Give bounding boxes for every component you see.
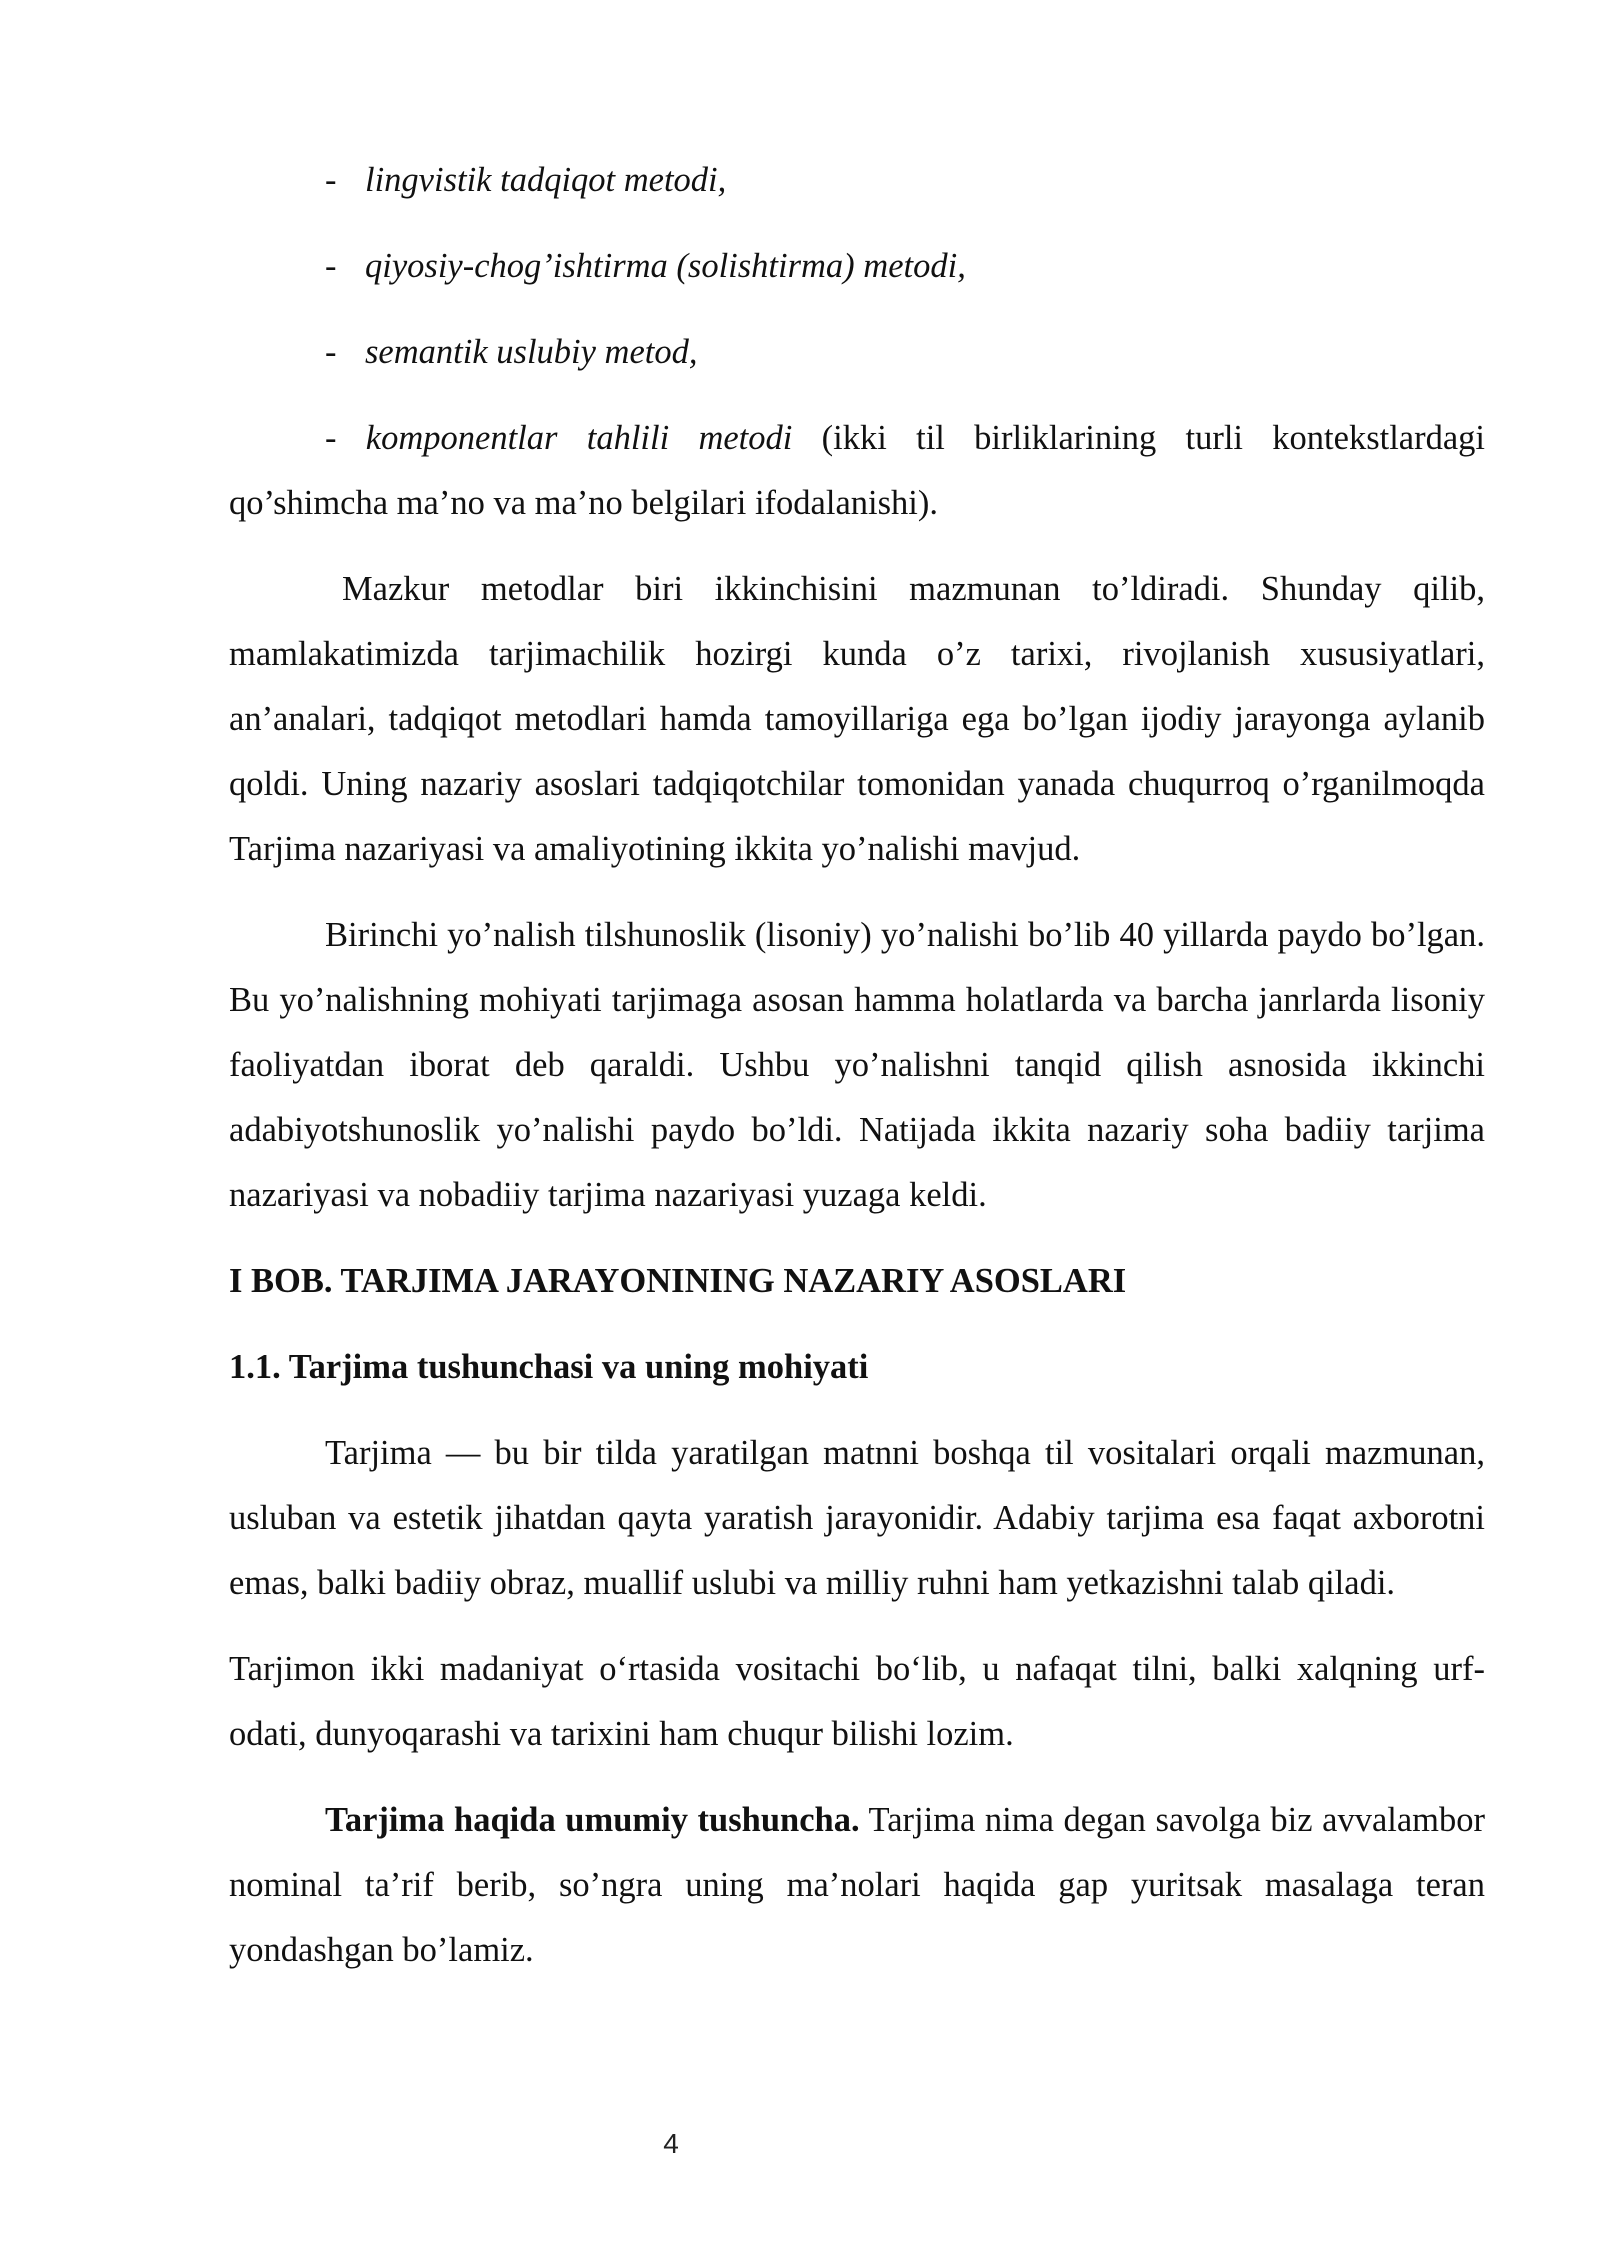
component-method-paragraph [229,406,1485,536]
component-method-description: (ikki til birliklarining turli kontekstlardagi qo’shimcha ma’no va ma’no belgilari ifodalanishi). [229,419,1485,522]
list-dash: - [325,247,337,285]
list-dash: - [325,161,337,199]
list-dash: - [325,333,337,371]
chapter-heading: I BOB. TARJIMA JARAYONINING NAZARIY ASOSLARI [229,1262,1127,1300]
list-item [229,148,1485,213]
list-item-text: semantik uslubiy metod, [365,333,698,371]
section-heading: 1.1. Tarjima tushunchasi va uning mohiyati [229,1348,869,1386]
paragraph-translation-definition: Tarjima — bu bir tilda yaratilgan matnni boshqa til vositalari orqali mazmunan, usluban va estetik jihatdan qayta yaratish jarayonidir. Adabiy tarjima esa faqat axborotni emas, balki badiiy obraz, muallif uslubi va milliy ruhni ham yetkazishni talab qiladi. [229,1434,1485,1602]
general-concept-title: Tarjima haqida umumiy tushuncha. [325,1801,860,1839]
list-item-text: qiyosiy-chog’ishtirma (solishtirma) metodi, [365,247,966,285]
paragraph-general-concept [229,1788,1485,1983]
paragraph-translator-role: Tarjimon ikki madaniyat o‘rtasida vositachi bo‘lib, u nafaqat tilni, balki xalqning urf-odati, dunyoqarashi va tarixini ham chuqur bilishi lozim. [229,1650,1485,1753]
list-item [229,234,1485,299]
list-item [229,320,1485,385]
paragraph-methods-summary: Mazkur metodlar biri ikkinchisini mazmunan to’ldiradi. Shunday qilib, mamlakatimizda tarjimachilik hozirgi kunda o’z tarixi, rivojlanish xususiyatlari, an’analari, tadqiqot metodlari hamda tamoyillariga ega bo’lgan ijodiy jarayonga aylanib qoldi. Uning nazariy asoslari tadqiqotchilar tomonidan yanada chuqurroq o’rganilmoqda Tarjima nazariyasi va amaliyotining ikkita yo’nalishi mavjud. [229,570,1485,868]
page-body [229,148,1485,2004]
page-number: 4 [663,2128,679,2159]
general-concept-text: Tarjima nima degan savolga biz avvalambor nominal ta’rif berib, so’ngra uning ma’nolari haqida gap yuritsak masalaga teran yondashgan bo’lamiz. [229,1801,1485,1969]
component-method-name: komponentlar tahlili metodi [365,419,793,457]
paragraph-first-direction: Birinchi yo’nalish tilshunoslik (lisoniy) yo’nalishi bo’lib 40 yillarda paydo bo’lgan. Bu yo’nalishning mohiyati tarjimaga asosan hamma holatlarda va barcha janrlarda lisoniy faoliyatdan iborat deb qaraldi. Ushbu yo’nalishni tanqid qilish asnosida ikkinchi adabiyotshunoslik yo’nalishi paydo bo’ldi. Natijada ikkita nazariy soha badiiy tarjima nazariyasi va nobadiiy tarjima nazariyasi yuzaga keldi. [229,916,1485,1214]
component-prefix: - [325,419,366,457]
list-item-text: lingvistik tadqiqot metodi, [365,161,727,199]
